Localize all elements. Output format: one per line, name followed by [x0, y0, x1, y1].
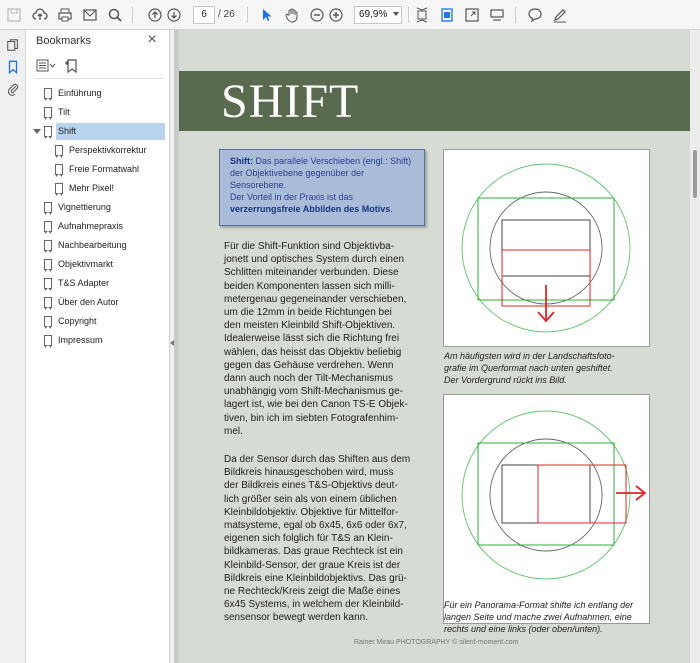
bookmark-tools — [34, 55, 164, 79]
toolbar — [0, 0, 700, 30]
bookmark-label: Freie Formatwahl — [69, 164, 140, 174]
mf-frame — [478, 198, 614, 300]
page-footer: Rainer Mirau PHOTOGRAPHY © silent-moment.com — [354, 639, 519, 646]
text-line: um die 12mm in beide Richtungen bei — [224, 307, 392, 319]
definition-box — [219, 149, 425, 226]
options-menu-icon[interactable] — [36, 58, 56, 74]
sensor-rect — [502, 220, 590, 276]
figure-panorama-shift — [443, 394, 650, 624]
bookmark-item[interactable] — [26, 256, 170, 273]
fit-page-icon[interactable] — [412, 5, 432, 25]
text-line: der Bildkreis eines T&S-Objektivs deut- — [224, 480, 398, 492]
body-paragraph-1 — [224, 240, 429, 438]
bookmark-item[interactable] — [26, 218, 170, 235]
bookmark-icon — [44, 88, 52, 99]
bookmark-icon — [44, 126, 52, 137]
body-paragraph-2 — [224, 453, 429, 625]
bookmark-label: Objektivmarkt — [58, 259, 114, 269]
bookmark-item[interactable] — [26, 275, 170, 292]
bookmark-label: Shift — [56, 123, 165, 140]
bookmark-label: Tilt — [58, 107, 70, 117]
close-icon[interactable]: × — [147, 31, 157, 48]
bookmark-icon — [44, 202, 52, 213]
bookmark-item[interactable] — [26, 237, 170, 254]
text-line: Bildkreis eine Kleinbildobjektivs. Das grü- — [224, 572, 407, 584]
pages-icon[interactable] — [4, 36, 22, 54]
full-screen-icon[interactable] — [462, 5, 482, 25]
bookmark-icon — [44, 259, 52, 270]
bookmark-item[interactable] — [26, 142, 170, 159]
title-banner — [179, 71, 690, 131]
bookmark-label: Vignettierung — [58, 202, 111, 212]
figure-caption-2 — [444, 599, 659, 635]
bookmark-icon — [44, 240, 52, 251]
chevron-down-icon[interactable] — [33, 129, 41, 134]
bookmark-icon[interactable] — [4, 58, 22, 76]
text-line: Kleinbildobjektiv. Objektive für Mittelfor- — [224, 506, 399, 518]
text-line: Idealerweise lässt sich die Richtung frei — [224, 333, 400, 345]
text-line: mel. — [224, 425, 243, 437]
vertical-scrollbar[interactable] — [690, 30, 700, 663]
search-icon[interactable] — [105, 5, 125, 25]
bookmark-label: Einführung — [58, 88, 102, 98]
upload-cloud-icon[interactable] — [30, 5, 50, 25]
bookmark-icon — [44, 221, 52, 232]
text-line: lagert ist, wie bei den Canon TS-E Objek- — [224, 399, 408, 411]
page-down-icon[interactable] — [164, 5, 184, 25]
select-cursor-icon[interactable] — [257, 5, 277, 25]
mf-image-circle — [462, 411, 630, 579]
text-line: beiden Komponenten lassen sich milli- — [224, 280, 395, 292]
bookmark-item[interactable] — [26, 332, 170, 349]
bookmark-item[interactable] — [26, 199, 170, 216]
arrow-right-icon — [616, 486, 645, 500]
text-line: lich größer sein als von einem üblichen — [224, 493, 397, 505]
bookmark-label: T&S Adapter — [58, 278, 110, 288]
hand-tool-icon[interactable] — [282, 5, 302, 25]
scrollbar-thumb[interactable] — [693, 150, 697, 198]
text-line: Schlitten miteinander verbunden. Diese — [224, 267, 399, 279]
bookmark-icon — [44, 335, 52, 346]
figure-caption-1 — [444, 350, 659, 386]
page-up-icon[interactable] — [145, 5, 165, 25]
caption-line: Der Vordergrund rückt ins Bild. — [444, 375, 567, 385]
document-viewport — [174, 30, 690, 663]
mf-frame — [478, 443, 614, 545]
bookmark-item[interactable] — [26, 104, 170, 121]
text-line: metergenau gegeneinander verschieben, — [224, 293, 407, 305]
text-line: eigenen sich folglich für T&S an Klein- — [224, 533, 393, 545]
text-line: tiven, bin ich im siebten Fotografenhim- — [224, 412, 399, 424]
text-line: bildkameras. Das graue Rechteck ist ein — [224, 546, 403, 558]
page-number-input[interactable]: 6 — [193, 6, 215, 24]
pdf-page — [179, 30, 690, 663]
bookmark-label: Mehr Pixel! — [69, 183, 115, 193]
bookmark-icon — [44, 297, 52, 308]
mail-icon[interactable] — [80, 5, 100, 25]
text-line: Für die Shift-Funktion sind Objektivba- — [224, 241, 395, 252]
side-rail — [0, 30, 26, 663]
bookmark-item[interactable] — [26, 313, 170, 330]
fit-width-icon[interactable] — [437, 5, 457, 25]
print-icon[interactable] — [55, 5, 75, 25]
add-bookmark-icon[interactable] — [64, 58, 80, 74]
shifted-sensor-rect — [538, 465, 626, 523]
caption-line: Für ein Panorama-Format shifte ich entlang der — [444, 600, 634, 610]
definition-text: Das parallele Verschieben (engl.: Shift) der Objektivebene gegenüber der Sensorebene. — [230, 156, 412, 190]
bookmark-item[interactable] — [26, 180, 170, 197]
zoom-out-icon[interactable] — [307, 5, 327, 25]
bookmark-icon — [55, 145, 63, 156]
text-line: Kleinbild-Sensor, der graue Kreis ist der — [224, 559, 401, 571]
kb-image-circle — [490, 439, 602, 551]
text-line: wählen, das heisst das Objektiv beliebig — [224, 346, 402, 358]
bookmark-item[interactable] — [26, 123, 170, 140]
bookmark-icon — [44, 316, 52, 327]
text-line: dann auch noch der Tilt-Mechanismus — [224, 373, 393, 385]
bookmark-label: Aufnahmepraxis — [58, 221, 124, 231]
sensor-rect — [502, 465, 590, 523]
pen-icon[interactable] — [550, 5, 570, 25]
caption-line: grafie im Querformat nach unten geshiftet. — [444, 363, 613, 373]
bookmark-label: Über den Autor — [58, 297, 119, 307]
text-line: jonett und optisches System durch einen — [224, 254, 405, 266]
bookmark-item[interactable] — [26, 161, 170, 178]
advantage-end: . — [390, 204, 393, 214]
bookmark-icon — [44, 107, 52, 118]
bookmark-label: Impressum — [58, 335, 103, 345]
bookmark-icon — [44, 278, 52, 289]
text-line: 6x45 Systems, in welchem der Kleinbild- — [224, 599, 404, 611]
advantage-bold: verzerrungsfreie Abbilden des Motivs — [230, 204, 391, 214]
bookmarks-panel — [26, 30, 170, 663]
bookmark-icon — [55, 183, 63, 194]
text-line: ne Rechteck/Kreis zeigt die Maße eines — [224, 586, 401, 598]
text-line: matsysteme, egal ob 6x45, 6x6 oder 6x7, — [224, 520, 407, 532]
page-title: SHIFT — [221, 75, 360, 128]
save-icon[interactable] — [4, 5, 24, 25]
caption-line: langen Seite und mache zwei Aufnahmen, eine — [444, 612, 632, 622]
bookmark-icon — [55, 164, 63, 175]
panel-title: Bookmarks — [36, 35, 92, 47]
attachment-icon[interactable] — [4, 80, 22, 98]
arrow-down-icon — [538, 285, 554, 321]
text-line: Bildkreis hinausgeschoben wird, muss — [224, 467, 394, 479]
text-line: den meisten Kleinbild Shift-Objektiven. — [224, 320, 396, 332]
advantage-text: Der Vorteil in der Praxis ist das — [230, 192, 354, 202]
read-mode-icon[interactable] — [487, 5, 507, 25]
bookmark-item[interactable] — [26, 85, 170, 102]
bookmark-label: Nachbearbeitung — [58, 240, 127, 250]
text-line: sensensor bewegt werden kann. — [224, 612, 368, 624]
page-total: / 26 — [218, 9, 235, 20]
caption-line: Am häufigsten wird in der Landschaftsfoto- — [444, 351, 615, 361]
bookmark-label: Copyright — [58, 316, 97, 326]
figure-landscape-shift — [443, 149, 650, 347]
zoom-in-icon[interactable] — [326, 5, 346, 25]
chevron-down-icon — [393, 12, 399, 16]
bookmark-label: Perspektivkorrektur — [69, 145, 147, 155]
bookmark-item[interactable] — [26, 294, 170, 311]
comment-icon[interactable] — [525, 5, 545, 25]
caption-line: rechts und eine links (oder oben/unten). — [444, 624, 603, 634]
text-line: gegen das Gehäuse verdrehen. Wenn — [224, 359, 394, 371]
definition-term: Shift: — [230, 156, 253, 166]
zoom-level-select[interactable]: 69,9% — [354, 6, 402, 24]
text-line: Da der Sensor durch das Shiften aus dem — [224, 454, 411, 465]
text-line: unabhängig vom Shift-Mechanismus ge- — [224, 386, 403, 398]
